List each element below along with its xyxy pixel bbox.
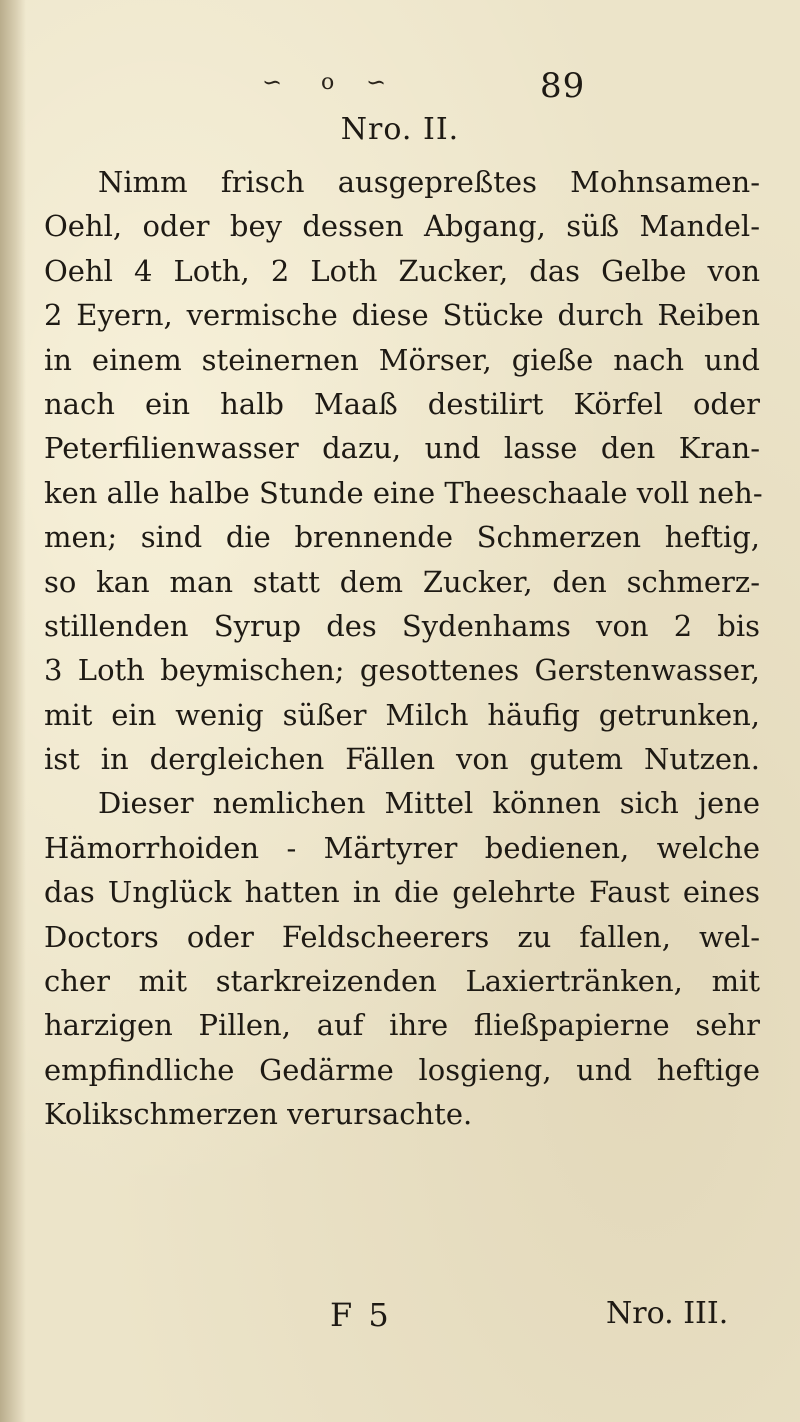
page-footer <box>0 1296 800 1340</box>
header-ornament-center: o <box>321 70 335 95</box>
header-ornament-right: ∽ <box>366 68 387 96</box>
page-number: 89 <box>540 66 586 106</box>
text-line: Nimm frisch ausgepreßtes Mohnsamen- <box>98 165 760 199</box>
page-binding-edge <box>0 0 26 1422</box>
text-line: nach ein halb Maaß destilirt Körfel oder <box>44 386 760 421</box>
text-line: mit ein wenig süßer Milch häufig getrunken, <box>44 697 760 732</box>
page-header <box>0 66 800 106</box>
section-title: Nro. II. <box>340 112 460 147</box>
text-line: Doctors oder Feldscheerers zu fallen, wel- <box>44 919 760 954</box>
catchword: Nro. III. <box>606 1296 729 1331</box>
text-line: Hämorrhoiden - Märtyrer bedienen, welche <box>44 830 760 865</box>
text-line: stillenden Syrup des Sydenhams von 2 bis <box>44 608 760 643</box>
text-line: Peterfilienwasser dazu, und lasse den Kran- <box>44 431 760 466</box>
text-line: Oehl, oder bey dessen Abgang, süß Mandel- <box>44 209 760 244</box>
text-line: harzigen Pillen, auf ihre fließpapierne sehr <box>44 1008 760 1043</box>
text-line: ken alle halbe Stunde eine Theeschaale voll neh- <box>44 475 763 510</box>
text-line: 3 Loth beymischen; gesottenes Gerstenwasser, <box>44 653 760 688</box>
text-line: empfindliche Gedärme losgieng, und heftige <box>44 1052 760 1087</box>
text-line: Kolikschmerzen verursachte. <box>44 1097 473 1132</box>
text-line: men; sind die brennende Schmerzen heftig, <box>44 520 760 555</box>
header-ornament-left: ∽ <box>262 68 283 96</box>
text-line: 2 Eyern, vermische diese Stücke durch Reiben <box>44 298 760 333</box>
text-line: ist in dergleichen Fällen von gutem Nutzen. <box>44 742 760 777</box>
text-line: so kan man statt dem Zucker, den schmerz- <box>44 564 760 599</box>
text-line: Oehl 4 Loth, 2 Loth Zucker, das Gelbe von <box>44 253 760 288</box>
text-line: Dieser nemlichen Mittel können sich jene <box>98 786 760 821</box>
text-line: cher mit starkreizenden Laxiertränken, mit <box>44 964 760 999</box>
body-text <box>44 160 763 1137</box>
signature-mark: F 5 <box>330 1296 392 1334</box>
text-line: das Unglück hatten in die gelehrte Faust eines <box>44 875 760 910</box>
text-line: in einem steinernen Mörser, gieße nach und <box>44 342 760 377</box>
